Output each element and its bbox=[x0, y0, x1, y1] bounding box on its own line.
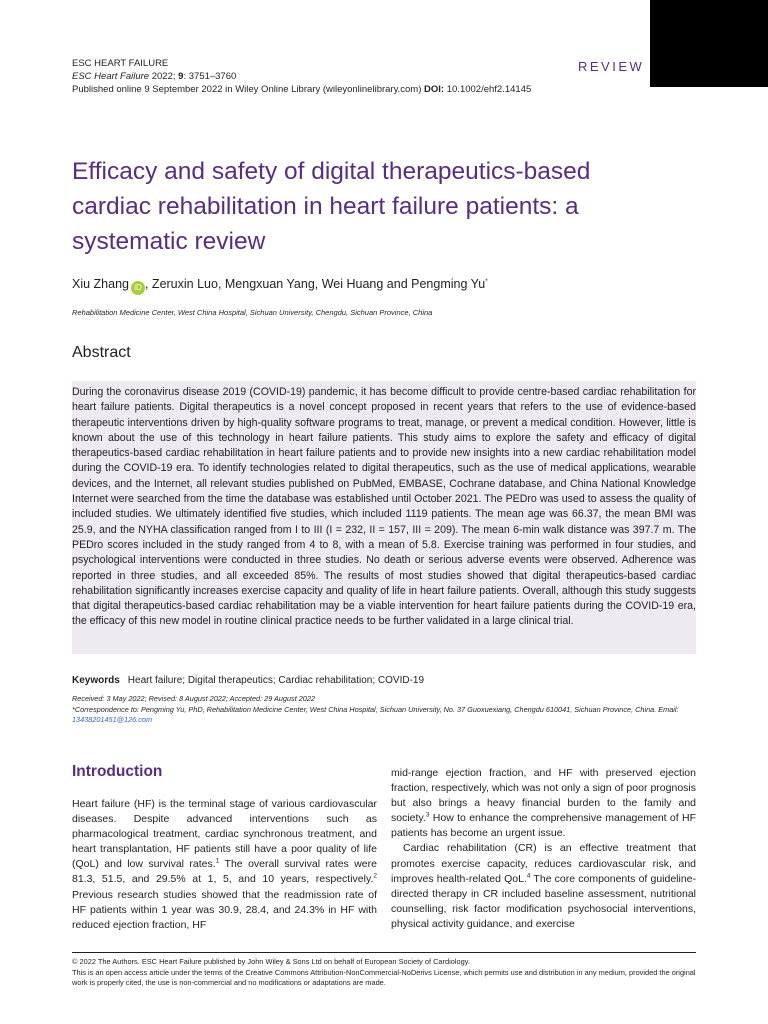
copyright-line: © 2022 The Authors. ESC Heart Failure published by John Wiley & Sons Ltd on behalf of European Society of Cardiology. bbox=[72, 957, 470, 966]
intro-paragraph-1 bbox=[72, 797, 377, 933]
intro-text: Previous research studies showed that the readmission rate of HF patients within 1 year was 30.9, 28.4, and 24.3% in HF with reduced ejection fraction, HF bbox=[72, 888, 377, 931]
email-link[interactable]: 13438201451@126.com bbox=[72, 715, 153, 724]
article-notes bbox=[72, 694, 696, 726]
citation-volume: 9 bbox=[178, 71, 184, 82]
doi-label: DOI: bbox=[424, 84, 445, 95]
abstract-text: During the coronavirus disease 2019 (COVID-19) pandemic, it has become difficult to provide centre-based cardiac rehabilitation for heart failure patients. Digital therapeutics is a novel concept proposed in recent years that refers to the use of evidence-based therapeutic interventions driven by high-quality software programs to treat, manage, or prevent a medical condition. However, little is known about the use of this technology in heart failure patients. This study aims to explore the safety and efficacy of digital therapeutics-based cardiac rehabilitation in heart failure patients and to provide new insights into a new cardiac rehabilitation model during the COVID-19 era. To identify technologies related to digital therapeutics, such as the use of medical applications, wearable devices, and the Internet, all relevant studies published on PubMed, EMBASE, Cochrane database, and China National Knowledge Internet were searched from the time the database was established until October 2021. The PEDro was used to assess the quality of included studies. We ultimately identified five studies, which included 1119 patients. The mean age was 66.37, the mean BMI was 25.9, and the NYHA classification ranged from I to III (I = 232, II = 157, III = 209). The mean 6-min walk distance was 397.7 m. The PEDro scores included in the study ranged from 4 to 8, with a mean of 5.8. Exercise training was performed in four studies, and psychological interventions were conducted in three studies. No death or serious adverse events were observed. Adherence was reported in three studies, and all exceeded 85%. The results of most studies showed that digital therapeutics-based cardiac rehabilitation significantly increases exercise capacity and quality of life in heart failure patients. Overall, although this study suggests that digital therapeutics-based cardiac rehabilitation may be a viable intervention for heart failure patients during the COVID-19 era, the efficacy of this new model in routine clinical practice needs to be further validated in a large clinical trial. bbox=[72, 386, 696, 628]
keywords-label: Keywords bbox=[72, 675, 120, 686]
intro-text: mid-range ejection fraction, and HF with preserved ejection fraction, respectively, which was not only a sign of poor prognosis but also brings a heavy financial burden to the family and society. bbox=[391, 767, 696, 825]
introduction-heading: Introduction bbox=[72, 763, 163, 780]
published-line bbox=[72, 83, 632, 96]
ref-link[interactable]: 2 bbox=[373, 872, 377, 880]
corresponding-mark: * bbox=[485, 277, 488, 285]
license-line: This is an open access article under the terms of the Creative Commons Attribution-NonCommercial-NoDerivs License, which permits use and distribution in any medium, provided the original work is properly cited, the use is non-commercial and no modifications or adaptations are made. bbox=[72, 967, 696, 987]
orcid-icon[interactable]: iD bbox=[131, 281, 145, 295]
intro-paragraph-1-cont bbox=[391, 766, 696, 841]
ref-link[interactable]: 4 bbox=[526, 872, 531, 880]
intro-text: The overall survival rates were 81.3, 51.5, and 29.5% at 1, 5, and 10 years, respectively. bbox=[72, 858, 377, 886]
keywords-text: Heart failure; Digital therapeutics; Cardiac rehabilitation; COVID-19 bbox=[127, 675, 425, 686]
article-title: Efficacy and safety of digital therapeutics-based cardiac rehabilitation in heart failure patients: a systematic review bbox=[72, 158, 591, 255]
journal-header bbox=[72, 57, 632, 96]
journal-name: ESC HEART FAILURE bbox=[72, 58, 169, 69]
intro-text: Cardiac rehabilitation (CR) is an effective treatment that promotes exercise capacity, reduces cardiovascular risk, and improves health-related QoL. bbox=[391, 842, 696, 885]
first-author: Xiu Zhang bbox=[72, 277, 129, 291]
abstract-heading: Abstract bbox=[72, 344, 131, 361]
other-authors: , Zeruxin Luo, Mengxuan Yang, Wei Huang and Pengming Yu bbox=[144, 277, 486, 291]
citation-journal: ESC Heart Failure bbox=[72, 71, 150, 82]
citation-pages: : 3751–3760 bbox=[183, 71, 237, 82]
doi-link[interactable]: 10.1002/ehf2.14145 bbox=[444, 84, 532, 95]
ref-link[interactable]: 3 bbox=[425, 811, 430, 819]
author-list bbox=[72, 277, 488, 295]
intro-text: How to enhance the comprehensive management of HF patients has become an urgent issue. bbox=[391, 812, 696, 840]
intro-text: The core components of guideline-directed therapy in CR included baseline assessment, nutritional counselling, risk factor modification psychosocial interventions, physical activity guidance, and exercise bbox=[391, 872, 697, 930]
published-text: Published online 9 September 2022 in Wiley Online Library (wileyonlinelibrary.com) bbox=[72, 84, 425, 95]
intro-text: Heart failure (HF) is the terminal stage of various cardiovascular diseases. Despite advanced interventions such as pharmacological treatment, cardiac synchronous treatment, and heart transplantation, HF patients still have a poor quality of life (QoL) and low survival rates. bbox=[72, 798, 377, 871]
footer-divider bbox=[72, 952, 696, 953]
corner-tab bbox=[650, 0, 768, 87]
correspondence-line bbox=[72, 705, 696, 726]
ref-link[interactable]: 1 bbox=[215, 857, 220, 865]
footer bbox=[72, 957, 696, 989]
correspondence-text: *Correspondence to: Pengming Yu, PhD, Rehabilitation Medicine Center, West China Hospital, Sichuan University, No. 37 Guoxuexiang, Chengdu 610041, Sichuan Province, China. Email: bbox=[72, 704, 679, 714]
affiliation: Rehabilitation Medicine Center, West China Hospital, Sichuan University, Chengdu, Sichuan Province, China bbox=[72, 308, 433, 317]
dates-line: Received: 3 May 2022; Revised: 8 August 2022; Accepted: 29 August 2022 bbox=[72, 694, 315, 703]
right-column bbox=[391, 766, 696, 932]
abstract-box bbox=[72, 381, 696, 654]
citation-year: 2022; bbox=[149, 71, 179, 82]
keywords bbox=[72, 675, 424, 686]
intro-paragraph-2 bbox=[391, 841, 696, 932]
article-type: REVIEW bbox=[578, 59, 645, 74]
citation-line bbox=[72, 70, 632, 83]
left-column bbox=[72, 761, 377, 933]
